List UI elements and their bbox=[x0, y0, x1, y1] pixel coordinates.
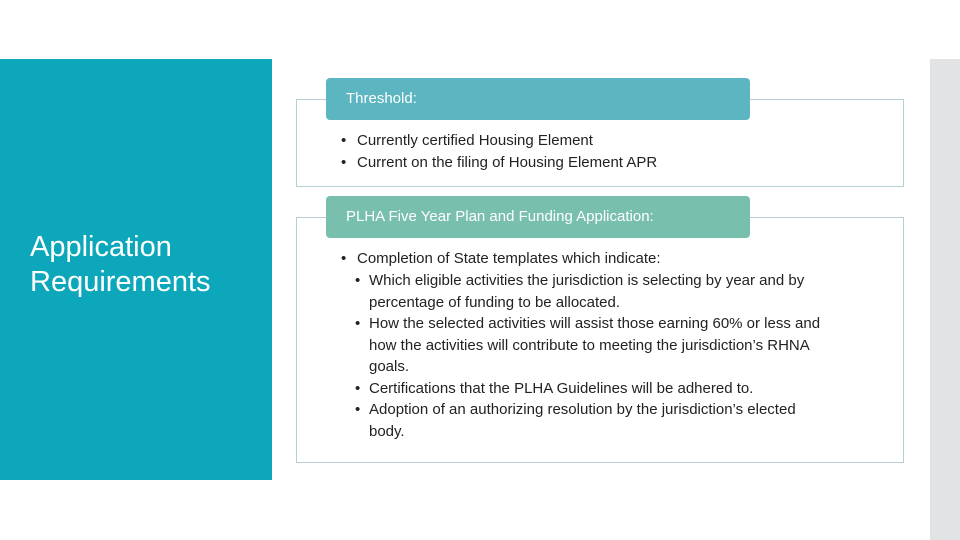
threshold-item-text: Currently certified Housing Element bbox=[357, 132, 593, 149]
plha-item-text: Adoption of an authorizing resolution by the jurisdiction’s elected body. bbox=[369, 401, 796, 440]
bullet-icon: • bbox=[355, 379, 361, 397]
bullet-icon: • bbox=[341, 250, 347, 267]
plha-intro-text: Completion of State templates which indicate: bbox=[357, 250, 661, 267]
right-edge-strip bbox=[930, 59, 960, 540]
bullet-icon: • bbox=[355, 315, 361, 332]
list-item bbox=[351, 378, 897, 400]
list-item bbox=[351, 399, 897, 442]
list-item bbox=[351, 313, 897, 378]
plha-sub-list-container bbox=[337, 270, 897, 442]
plha-sub-list bbox=[337, 270, 897, 442]
threshold-item-text: Current on the filing of Housing Element APR bbox=[357, 154, 658, 171]
threshold-heading: Threshold: bbox=[326, 78, 750, 120]
list-item bbox=[337, 248, 897, 270]
plha-item-text: How the selected activities will assist those earning 60% or less and how the activities will contribute to meeting the jurisdiction’s RHNA goals. bbox=[369, 315, 821, 375]
plha-item-text: Which eligible activities the jurisdiction is selecting by year and by percentage of funding to be allocated. bbox=[369, 272, 805, 311]
plha-heading: PLHA Five Year Plan and Funding Application: bbox=[326, 196, 750, 238]
plha-item-text: Certifications that the PLHA Guidelines will be adhered to. bbox=[369, 379, 754, 397]
bullet-icon: • bbox=[355, 401, 361, 418]
threshold-list bbox=[337, 130, 897, 174]
list-item bbox=[337, 152, 897, 174]
plha-list bbox=[337, 248, 897, 442]
list-item bbox=[337, 130, 897, 152]
bullet-icon: • bbox=[341, 132, 347, 149]
list-item bbox=[351, 270, 897, 313]
slide-title: Application Requirements bbox=[30, 231, 211, 298]
bullet-icon: • bbox=[355, 272, 361, 289]
bullet-icon: • bbox=[341, 154, 347, 171]
